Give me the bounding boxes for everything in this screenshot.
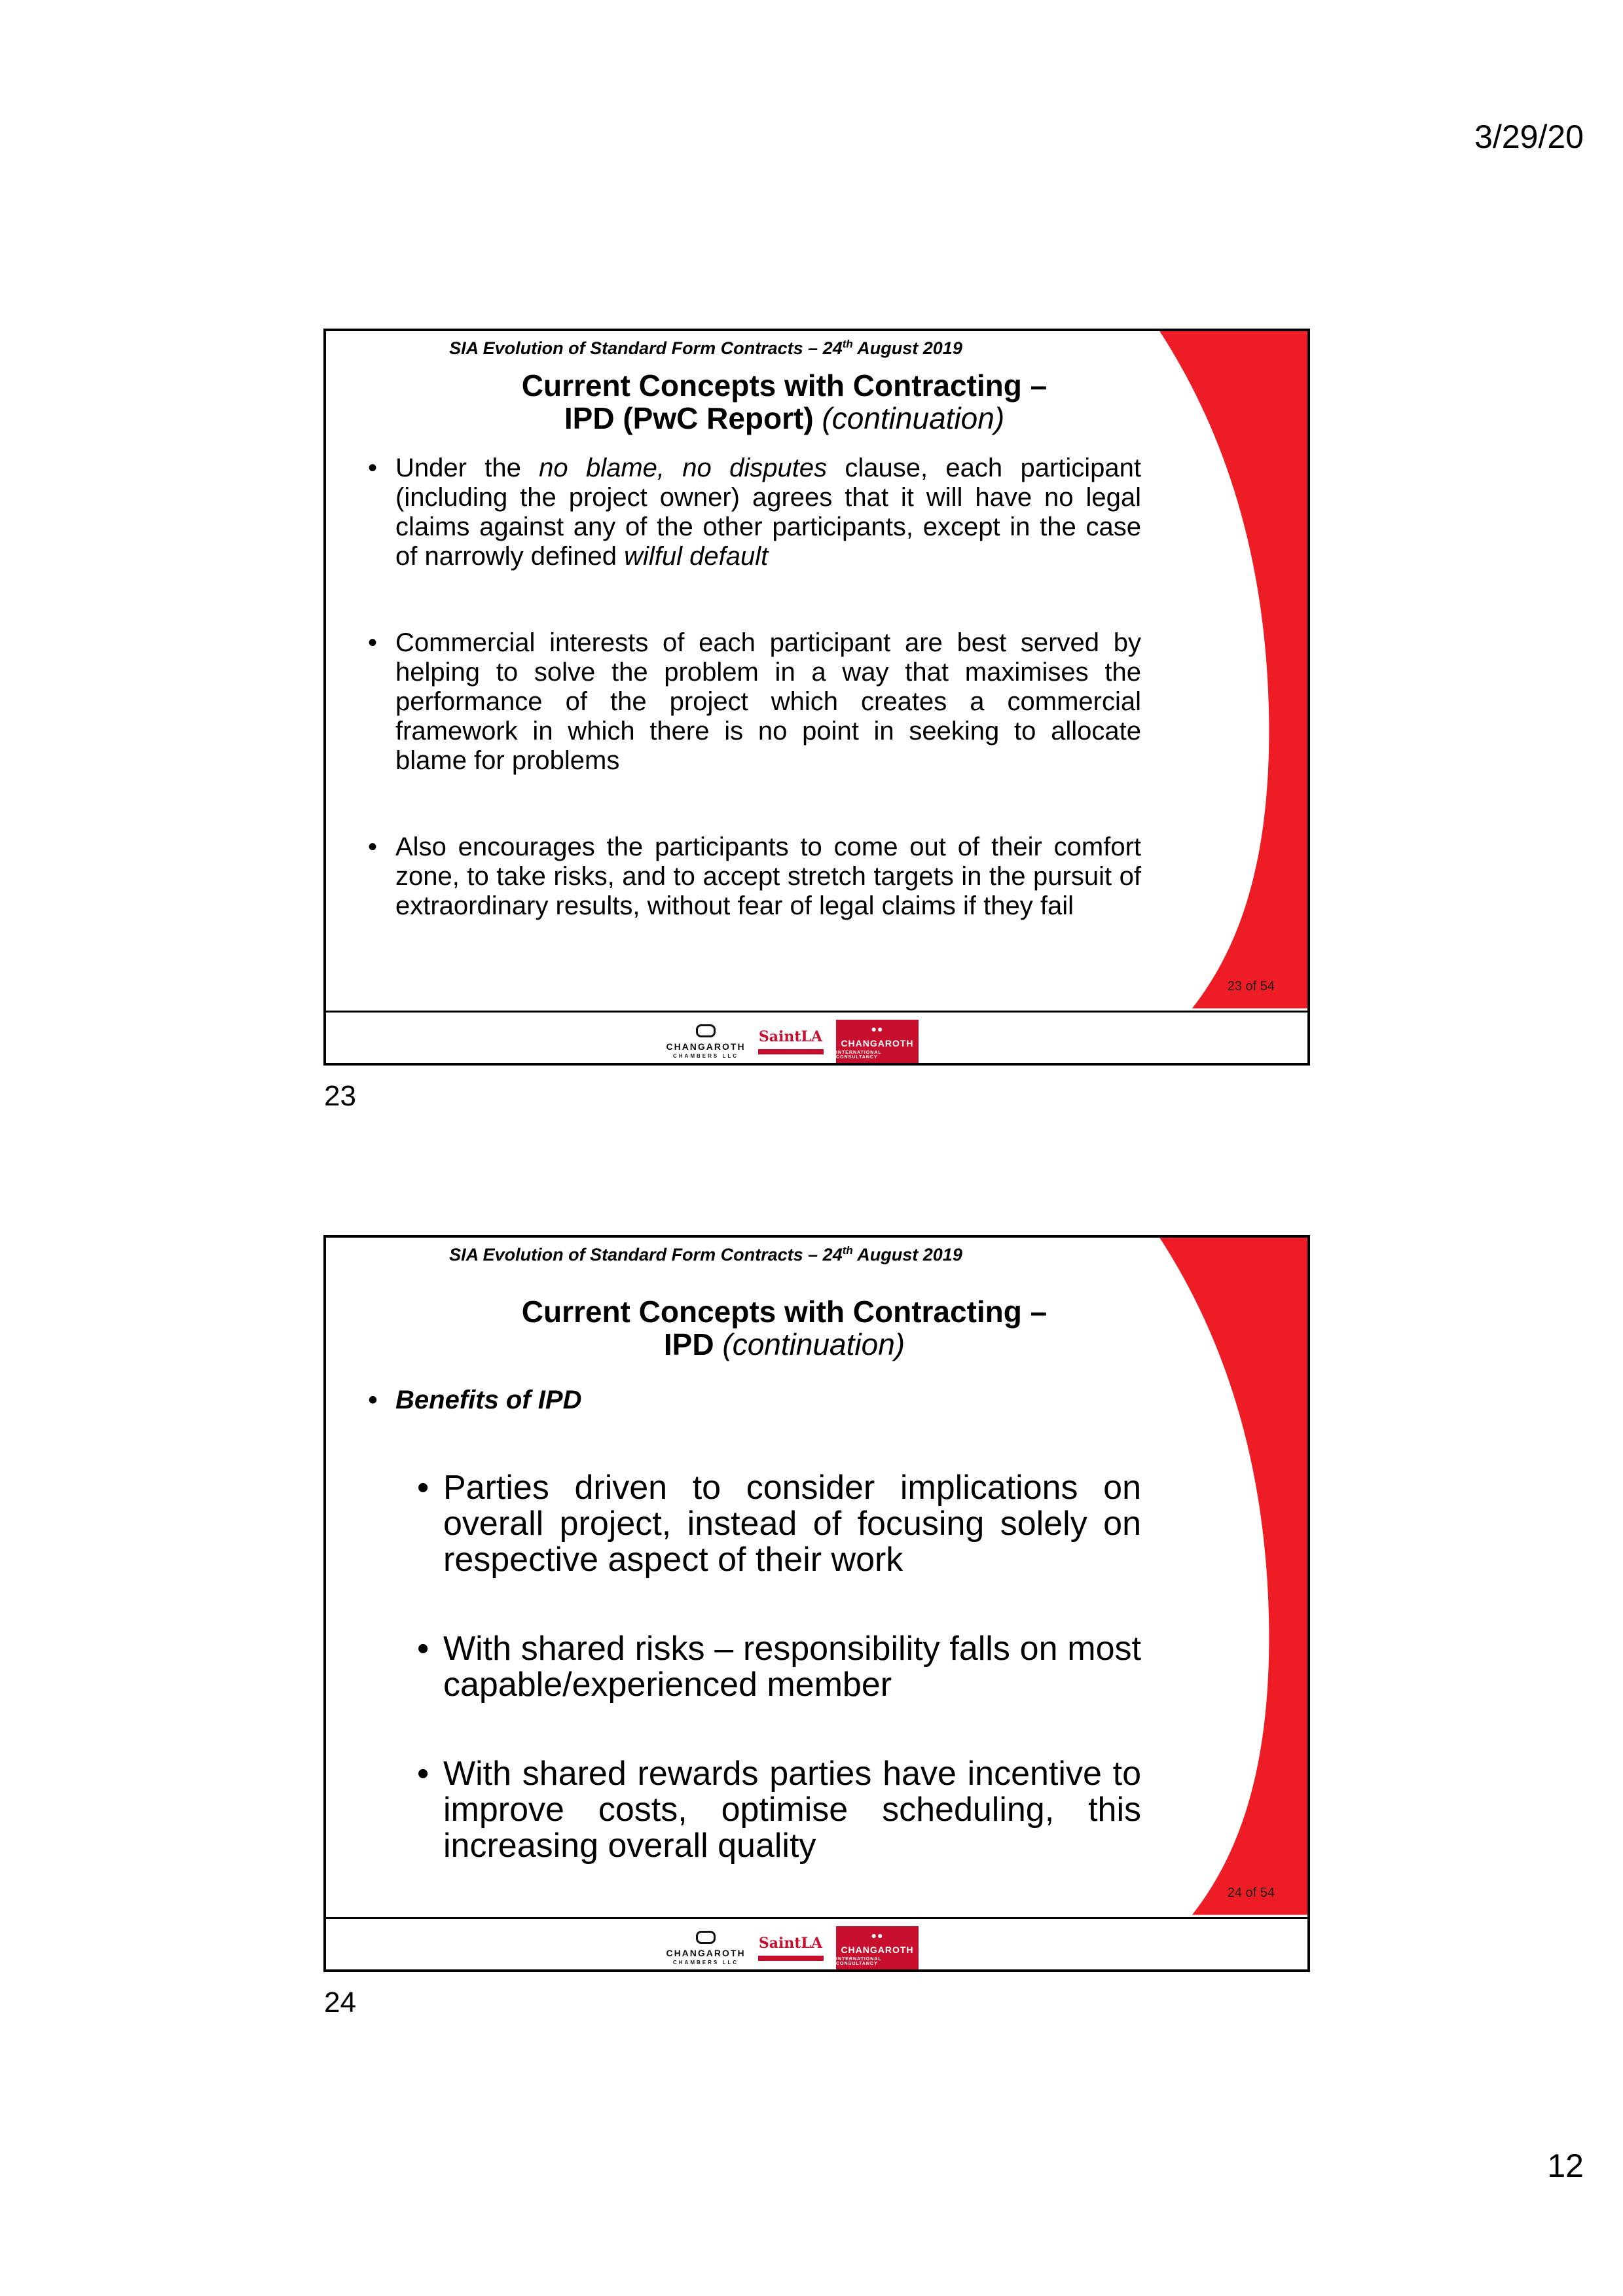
- footer-logos: [666, 1020, 919, 1063]
- bullet-point: • With shared rewards parties have incentive to improve costs, optimise scheduling, this increasing overall quality: [414, 1756, 1141, 1864]
- changaroth-chambers-logo: CHANGAROTH CHAMBERS LLC: [666, 1926, 745, 1969]
- slide-header: SIA Evolution of Standard Form Contracts – 24th August 2019: [449, 338, 962, 358]
- slide-number: 23: [324, 1080, 356, 1112]
- slide-number: 24: [324, 1986, 356, 2018]
- page-number: 12: [1547, 2147, 1584, 2184]
- slide-header: SIA Evolution of Standard Form Contracts – 24th August 2019: [449, 1244, 962, 1265]
- slide-23: [323, 329, 1310, 1066]
- slide-title: Current Concepts with Contracting – IPD (PwC Report) (continuation): [521, 368, 1048, 435]
- benefits-list: [414, 1470, 1141, 1864]
- slide-24: [323, 1235, 1310, 1972]
- saint-law-logo: SaintLA: [753, 1020, 828, 1063]
- footer-divider: [326, 1917, 1307, 1919]
- footer-logos: [666, 1926, 919, 1969]
- bullet-point: • With shared risks – responsibility falls on most capable/experienced member: [414, 1631, 1141, 1703]
- changaroth-chambers-logo: CHANGAROTH CHAMBERS LLC: [666, 1020, 745, 1063]
- slide-counter: 23 of 54: [1227, 979, 1275, 994]
- saint-law-logo: SaintLA: [753, 1926, 828, 1969]
- footer-divider: [326, 1011, 1307, 1013]
- changaroth-international-logo: ●● CHANGAROTH INTERNATIONAL CONSULTANCY: [836, 1020, 919, 1063]
- changaroth-international-logo: ●● CHANGAROTH INTERNATIONAL CONSULTANCY: [836, 1926, 919, 1969]
- page-date: 3/29/20: [1474, 118, 1584, 155]
- slide-body: [365, 454, 1141, 921]
- benefits-heading: • Benefits of IPD: [365, 1386, 1141, 1415]
- bullet-point: • Under the no blame, no disputes clause, each participant (including the project owner) agrees that it will have no legal claims against any of the other participants, except in the case of narrowly defined wilful default: [365, 454, 1141, 571]
- bullet-point: • Commercial interests of each participant are best served by helping to solve the problem in a way that maximises the performance of the project which creates a commercial framework in which there is no point in seeking to allocate blame for problems: [365, 628, 1141, 776]
- slide-title: Current Concepts with Contracting – IPD (continuation): [521, 1295, 1048, 1361]
- slide-counter: 24 of 54: [1227, 1886, 1275, 1900]
- slide-body: [365, 1386, 1141, 1864]
- bullet-point: • Also encourages the participants to come out of their comfort zone, to take risks, and to accept stretch targets in the pursuit of extraordinary results, without fear of legal claims if they fail: [365, 833, 1141, 921]
- bullet-point: • Parties driven to consider implications on overall project, instead of focusing solely on respective aspect of their work: [414, 1470, 1141, 1578]
